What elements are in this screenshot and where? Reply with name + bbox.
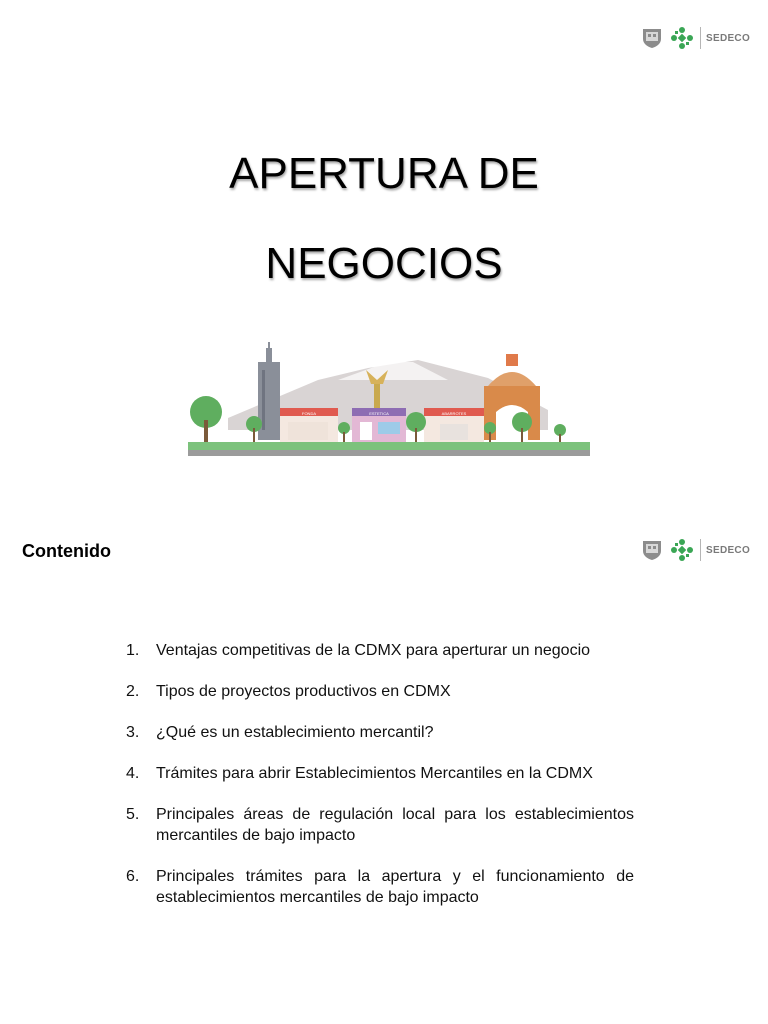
list-item (126, 681, 634, 702)
sedeco-logo (640, 18, 760, 58)
cdmx-shield-icon (640, 26, 664, 50)
list-item-number: 5. (126, 806, 140, 823)
cdmx-knot-icon (669, 537, 695, 563)
list-item-text: Tipos de proyectos productivos en CDMX (156, 683, 451, 700)
list-item-text: Ventajas competitivas de la CDMX para aperturar un negocio (156, 642, 591, 659)
logo-divider (700, 539, 701, 561)
list-item (126, 640, 634, 661)
list-item (126, 763, 634, 784)
contents-heading: Contenido (22, 541, 111, 561)
cdmx-shield-icon (640, 538, 664, 562)
list-item-text: Trámites para abrir Establecimientos Mercantiles en la CDMX (156, 765, 593, 782)
cover-title (0, 149, 768, 288)
list-item-number: 3. (126, 724, 140, 741)
shop-sign-fonda: FONDA (302, 411, 316, 416)
ground (188, 442, 590, 450)
list-item-number: 1. (126, 642, 140, 659)
shop-sign-estetica: ESTETICA (369, 411, 389, 416)
shop-abarrotes (424, 408, 484, 442)
sedeco-logo (640, 530, 760, 570)
cdmx-knot-icon (669, 25, 695, 51)
list-item-number: 6. (126, 868, 140, 885)
shop-estetica (352, 408, 406, 442)
list-item (126, 804, 634, 846)
list-item (126, 866, 634, 908)
cover-title-line2: NEGOCIOS (265, 239, 503, 288)
logo-text: SEDECO (706, 544, 751, 556)
list-item-text: ¿Qué es un establecimiento mercantil? (156, 724, 434, 741)
list-item-number: 4. (126, 765, 140, 782)
cover-title-line1: APERTURA DE (229, 149, 539, 198)
logo-divider (700, 27, 701, 49)
city-illustration (188, 340, 590, 458)
list-item-text: Principales trámites para la apertura y el funcionamiento de establecimientos mercantiles de bajo impacto (156, 868, 634, 906)
list-item-number: 2. (126, 683, 140, 700)
contents-list (126, 640, 634, 908)
list-item-text: Principales áreas de regulación local para los establecimientos mercantiles de bajo impacto (156, 806, 634, 844)
logo-text: SEDECO (706, 32, 751, 44)
list-item (126, 722, 634, 743)
shop-sign-abarrotes: ABARROTES (441, 411, 467, 416)
shop-fonda (280, 408, 338, 442)
